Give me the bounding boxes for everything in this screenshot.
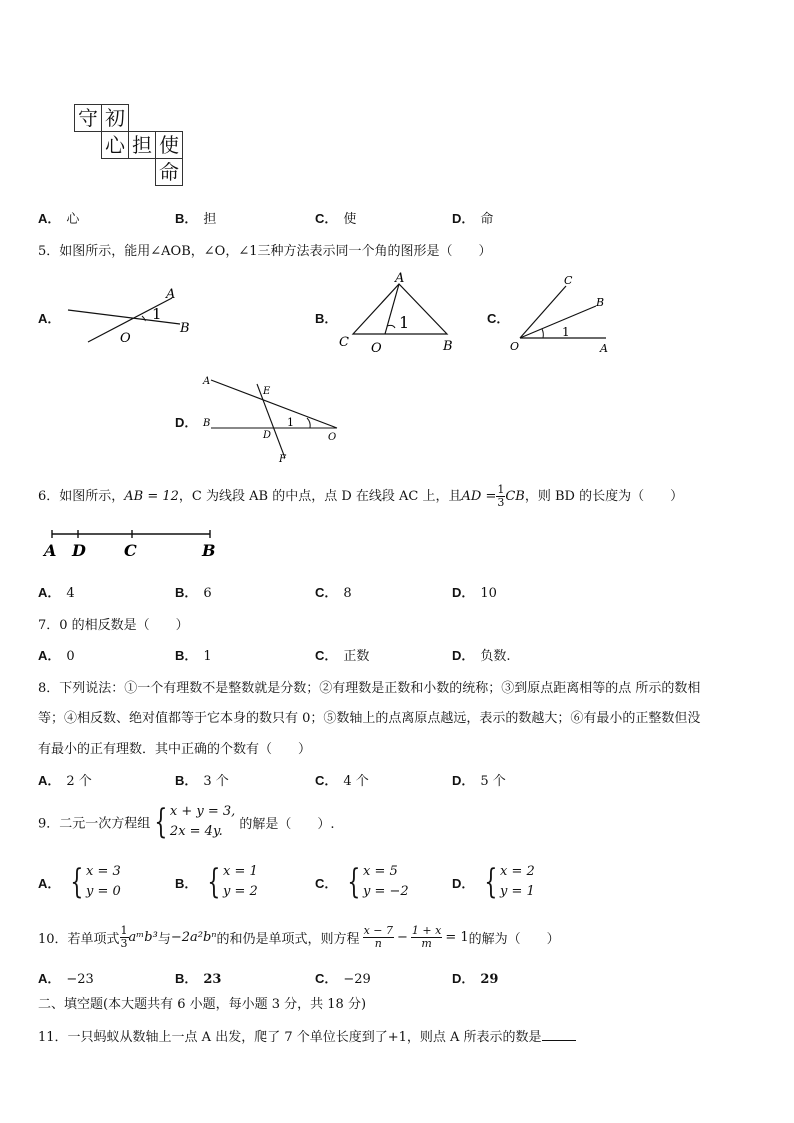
option-label: A． [38,585,61,600]
q10-option-d[interactable] [452,968,498,987]
option-text: 10 [480,586,497,601]
option-label: D． [175,415,198,430]
option-label: C． [315,875,338,891]
option-label: A． [38,773,61,788]
fraction [496,484,505,509]
angle-1: 1 [152,305,162,323]
option-label: C． [315,648,338,663]
angle-1: 1 [287,416,294,429]
q9-option-d[interactable] [452,862,535,902]
question-text: 6．如图所示， [38,489,125,504]
angle-1: 1 [399,313,410,332]
question-number: 5． [38,244,60,259]
option-label: B． [175,971,198,986]
option-text: 担 [203,212,217,227]
question-text: 11．一只蚂蚁从数轴上一点 A 出发，爬了 7 个单位长度到了+1，则点 A 所表示的数是 [38,1030,542,1045]
math-expr: = 1 [445,930,469,945]
equation: y = 0 [86,884,121,899]
option-text: 心 [66,212,80,227]
q10-option-c[interactable] [315,968,371,987]
option-text: 4 [66,586,75,601]
question-text: 的解为（ ） [468,932,560,947]
option-text: 正数 [343,649,370,664]
q5-figure-c [506,270,616,358]
equation: y = 1 [500,884,535,899]
question-text: 如图所示，能用∠AOB，∠O，∠1三种方法表示同一个角的图形是（ ） [59,244,492,259]
label-F: F [279,454,286,465]
equation: y = −2 [363,884,409,899]
q11-question [38,1026,576,1045]
q10-option-a[interactable] [38,968,94,987]
option-text: 8 [343,586,352,601]
q8-option-b[interactable] [175,770,229,789]
math-expr: −2a²bⁿ [170,930,217,945]
label-B: B [180,321,190,336]
label-D: D [263,430,272,441]
q8-option-c[interactable] [315,770,369,789]
brace-icon: { [70,862,84,902]
q9-option-c[interactable] [315,862,409,902]
cube-face: 守 [74,104,102,132]
question-text: 10．若单项式 [38,932,120,947]
q7-option-a[interactable] [38,645,75,664]
q7-option-d[interactable] [452,645,511,664]
option-label: A． [38,971,61,986]
label-B: B [596,296,605,309]
cube-face: 使 [155,131,183,159]
option-label: B． [175,773,198,788]
answer-blank[interactable] [542,1028,576,1041]
q4-option-d[interactable] [452,208,493,227]
math-expr: aᵐb³ [128,930,158,945]
q10-option-b[interactable] [175,968,221,987]
equation: x = 1 [223,864,258,879]
option-text: 23 [203,972,222,987]
cube-face: 命 [155,158,183,186]
label-A: A [203,376,211,387]
label-A: A [600,342,608,355]
q6-option-d[interactable] [452,582,497,601]
option-text: 使 [343,212,357,227]
label-D: D [72,541,86,560]
q5-figure-d [195,370,345,466]
equation: x = 3 [86,864,121,879]
equation: x + y = 3, [169,804,236,819]
q7-question: 7．0 的相反数是（ ） [38,618,189,633]
q10-question [38,925,560,950]
fraction-numerator: 1 [120,924,128,937]
option-label: D． [452,773,475,788]
question-text: 与 [157,932,171,947]
option-text: 6 [203,586,212,601]
option-label: B． [175,585,198,600]
option-label: C． [315,773,338,788]
q8-line-3: 有最小的正有理数．其中正确的个数有（ ） [38,742,312,757]
option-text: 2 个 [66,774,92,789]
math-expr: AB = 12 [124,489,179,504]
label-B: B [203,418,211,429]
q5-figure-b [335,266,465,358]
option-text: 命 [480,212,494,227]
equation-system [223,862,258,902]
q5-figure-a [60,282,200,348]
equation: y = 2 [223,884,258,899]
question-text: 的解是（ ）. [239,816,335,832]
label-O: O [371,341,382,356]
q7-option-c[interactable] [315,645,369,664]
brace-icon: { [207,862,221,902]
equation-system [170,802,235,842]
equation-system [86,862,121,902]
q6-option-a[interactable] [38,582,75,601]
equation: x = 2 [500,864,535,879]
math-operator: − [396,930,408,945]
q9-option-a[interactable] [38,862,121,902]
option-text: 4 个 [343,774,369,789]
question-text: ，C 为线段 AB 的中点，点 D 在线段 AC 上，且 [178,489,462,504]
fraction [411,925,442,950]
label-O: O [510,340,520,353]
label-E: E [263,386,271,397]
angle-1: 1 [562,325,570,339]
q9-question [38,802,334,842]
fraction-numerator: 1 + x [411,924,442,937]
q4-option-a[interactable] [38,208,79,227]
label-B: B [443,339,453,354]
brace-icon: { [484,862,498,902]
fraction-numerator: 1 [497,483,505,496]
option-label: A． [38,211,61,226]
q8-option-a[interactable] [38,770,92,789]
option-text: 0 [66,649,75,664]
q7-option-b[interactable] [175,645,212,664]
q6-segment-figure [40,526,230,562]
label-A: A [44,541,57,560]
option-label: B． [175,211,198,226]
option-text: −29 [343,972,371,987]
option-label: D． [452,211,475,226]
option-text: 3 个 [203,774,229,789]
fraction-denominator: 3 [497,496,505,509]
fraction-numerator: x − 7 [363,924,393,937]
label-O: O [328,432,337,443]
fraction-denominator: m [421,937,432,950]
q5-question [38,240,492,259]
question-text: 的和仍是单项式，则方程 [216,932,360,947]
option-label: C． [487,311,510,326]
option-label: D． [452,971,475,986]
q6-option-c[interactable] [315,582,352,601]
equation: 2x = 4y. [169,824,223,839]
fraction [363,925,394,950]
q4-option-c[interactable] [315,208,356,227]
q4-option-b[interactable] [175,208,216,227]
fraction [120,925,129,950]
option-label: A． [38,648,61,663]
question-text: ，则 BD 的长度为（ ） [524,489,684,504]
label-C: C [124,541,137,560]
equation: x = 5 [363,864,398,879]
cube-face: 心 [101,131,129,159]
option-label: D． [452,875,475,891]
option-label: D． [452,585,475,600]
q8-line-1: 8．下列说法：①一个有理数不是整数就是分数；②有理数是正数和小数的统称；③到原点距离相等的点 所示的数相 [38,681,701,696]
option-text: 1 [203,649,212,664]
q9-option-b[interactable] [175,862,258,902]
question-text: 9．二元一次方程组 [38,816,151,832]
cube-face: 担 [128,131,156,159]
option-text: 负数. [480,649,511,664]
option-label: C． [315,211,338,226]
section-heading: 二、填空题(本大题共有 6 小题，每小题 3 分，共 18 分) [38,997,367,1012]
option-label: B． [315,311,338,326]
option-label: A． [38,311,61,326]
q6-option-b[interactable] [175,582,212,601]
option-label: C． [315,585,338,600]
option-text: 5 个 [480,774,506,789]
math-expr: AD = [461,489,497,504]
option-label: B． [175,875,198,891]
label-A: A [395,271,405,286]
brace-icon: { [154,802,168,842]
label-A: A [166,287,176,302]
label-C: C [339,335,349,350]
option-text: −23 [66,972,94,987]
brace-icon: { [347,862,361,902]
label-C: C [564,274,573,287]
q8-option-d[interactable] [452,770,506,789]
math-expr: CB [505,489,525,504]
label-B: B [202,541,216,560]
fraction-denominator: 3 [120,937,128,950]
q6-question [38,484,683,509]
fraction-denominator: n [374,937,382,950]
label-O: O [120,331,131,346]
equation-system [500,862,535,902]
q8-line-2: 等；④相反数、绝对值都等于它本身的数只有 0；⑤数轴上的点离原点越远，表示的数越大；⑥有最小的正整数但没 [38,711,701,726]
option-label: A． [38,875,61,891]
option-label: C． [315,971,338,986]
option-text: 29 [480,972,499,987]
cube-face: 初 [101,104,129,132]
option-label: B． [175,648,198,663]
equation-system [363,862,409,902]
option-label: D． [452,648,475,663]
